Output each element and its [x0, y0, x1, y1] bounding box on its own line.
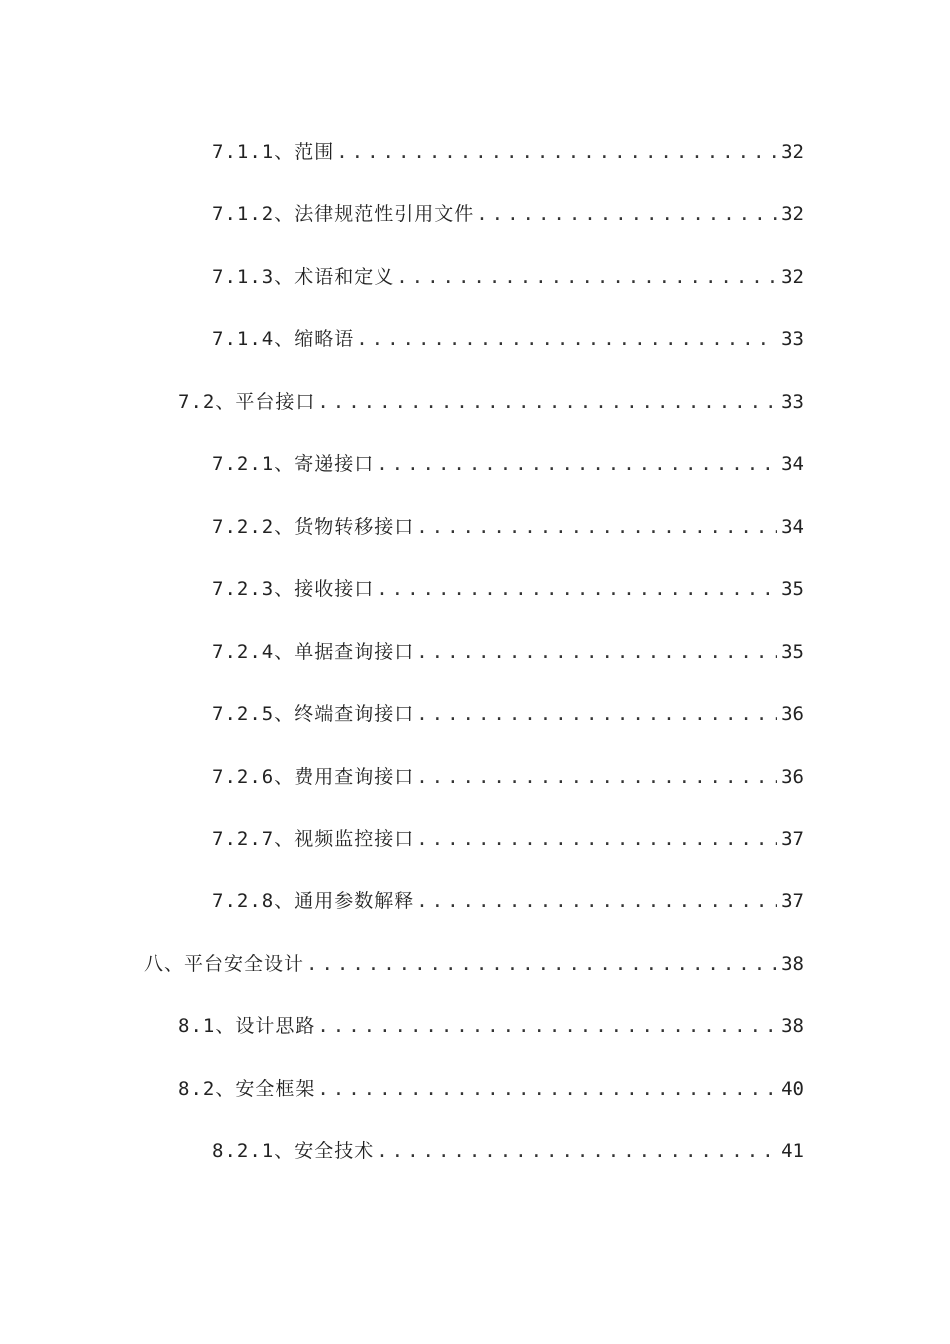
toc-entry[interactable] — [212, 512, 804, 542]
toc-entry[interactable] — [178, 1011, 804, 1041]
toc-entry-title: 八、平台安全设计 — [144, 953, 305, 975]
toc-dot-leader — [416, 699, 777, 729]
toc-page-number: 36 — [781, 766, 804, 788]
toc-entry[interactable] — [212, 1136, 804, 1166]
toc-entry-title: 7.2.3、接收接口 — [212, 578, 375, 600]
toc-entry-title: 7.1.3、术语和定义 — [212, 266, 395, 288]
toc-dot-leader — [336, 137, 777, 167]
toc-dot-leader — [416, 886, 777, 916]
toc-entry-title: 7.1.4、缩略语 — [212, 328, 355, 350]
toc-entry-title: 8.2、安全框架 — [178, 1078, 316, 1100]
toc-page-number: 33 — [781, 328, 804, 350]
toc-dot-leader — [416, 824, 777, 854]
toc-page-number: 35 — [781, 641, 804, 663]
toc-dot-leader — [416, 512, 777, 542]
toc-dot-leader — [376, 449, 777, 479]
toc-entry-title: 7.2.1、寄递接口 — [212, 453, 375, 475]
toc-entry-title: 7.2、平台接口 — [178, 391, 316, 413]
toc-page-number: 40 — [781, 1078, 804, 1100]
toc-page-number: 36 — [781, 703, 804, 725]
toc-entry-title: 7.2.8、通用参数解释 — [212, 890, 415, 912]
toc-entry[interactable] — [178, 1074, 804, 1104]
toc-dot-leader — [317, 387, 777, 417]
toc-page-number: 37 — [781, 828, 804, 850]
toc-entry-title: 7.2.5、终端查询接口 — [212, 703, 415, 725]
toc-entry[interactable] — [212, 137, 804, 167]
toc-dot-leader — [306, 949, 777, 979]
toc-dot-leader — [317, 1011, 777, 1041]
toc-entry[interactable] — [212, 699, 804, 729]
toc-page-number: 38 — [781, 1015, 804, 1037]
toc-entry[interactable] — [212, 574, 804, 604]
toc-entry[interactable] — [212, 637, 804, 667]
toc-page-number: 32 — [781, 141, 804, 163]
toc-dot-leader — [317, 1074, 777, 1104]
toc-entry-title: 7.2.7、视频监控接口 — [212, 828, 415, 850]
toc-entry[interactable] — [212, 324, 804, 354]
toc-entry[interactable] — [212, 262, 804, 292]
toc-dot-leader — [356, 324, 777, 354]
toc-page-number: 34 — [781, 516, 804, 538]
toc-dot-leader — [416, 637, 777, 667]
toc-page-number: 33 — [781, 391, 804, 413]
toc-entry-title: 7.1.1、范围 — [212, 141, 335, 163]
toc-entry-title: 7.2.2、货物转移接口 — [212, 516, 415, 538]
toc-entry[interactable] — [178, 387, 804, 417]
toc-dot-leader — [376, 1136, 777, 1166]
toc-dot-leader — [396, 262, 777, 292]
toc-dot-leader — [416, 762, 777, 792]
toc-entry[interactable] — [212, 449, 804, 479]
toc-entry[interactable] — [212, 199, 804, 229]
toc-entry-title: 7.1.2、法律规范性引用文件 — [212, 203, 475, 225]
toc-page-number: 32 — [781, 203, 804, 225]
toc-entry-title: 8.1、设计思路 — [178, 1015, 316, 1037]
toc-dot-leader — [376, 574, 777, 604]
toc-entry[interactable] — [212, 824, 804, 854]
toc-dot-leader — [476, 199, 777, 229]
toc-page-number: 35 — [781, 578, 804, 600]
toc-entry[interactable] — [144, 949, 804, 979]
toc-page-number: 34 — [781, 453, 804, 475]
toc-entry-title: 8.2.1、安全技术 — [212, 1140, 375, 1162]
toc-page-number: 41 — [781, 1140, 804, 1162]
toc-entry[interactable] — [212, 762, 804, 792]
toc-entry-title: 7.2.4、单据查询接口 — [212, 641, 415, 663]
toc-entry-title: 7.2.6、费用查询接口 — [212, 766, 415, 788]
toc-page-number: 32 — [781, 266, 804, 288]
toc-page-number: 38 — [781, 953, 804, 975]
toc-page-number: 37 — [781, 890, 804, 912]
toc-entry[interactable] — [212, 886, 804, 916]
